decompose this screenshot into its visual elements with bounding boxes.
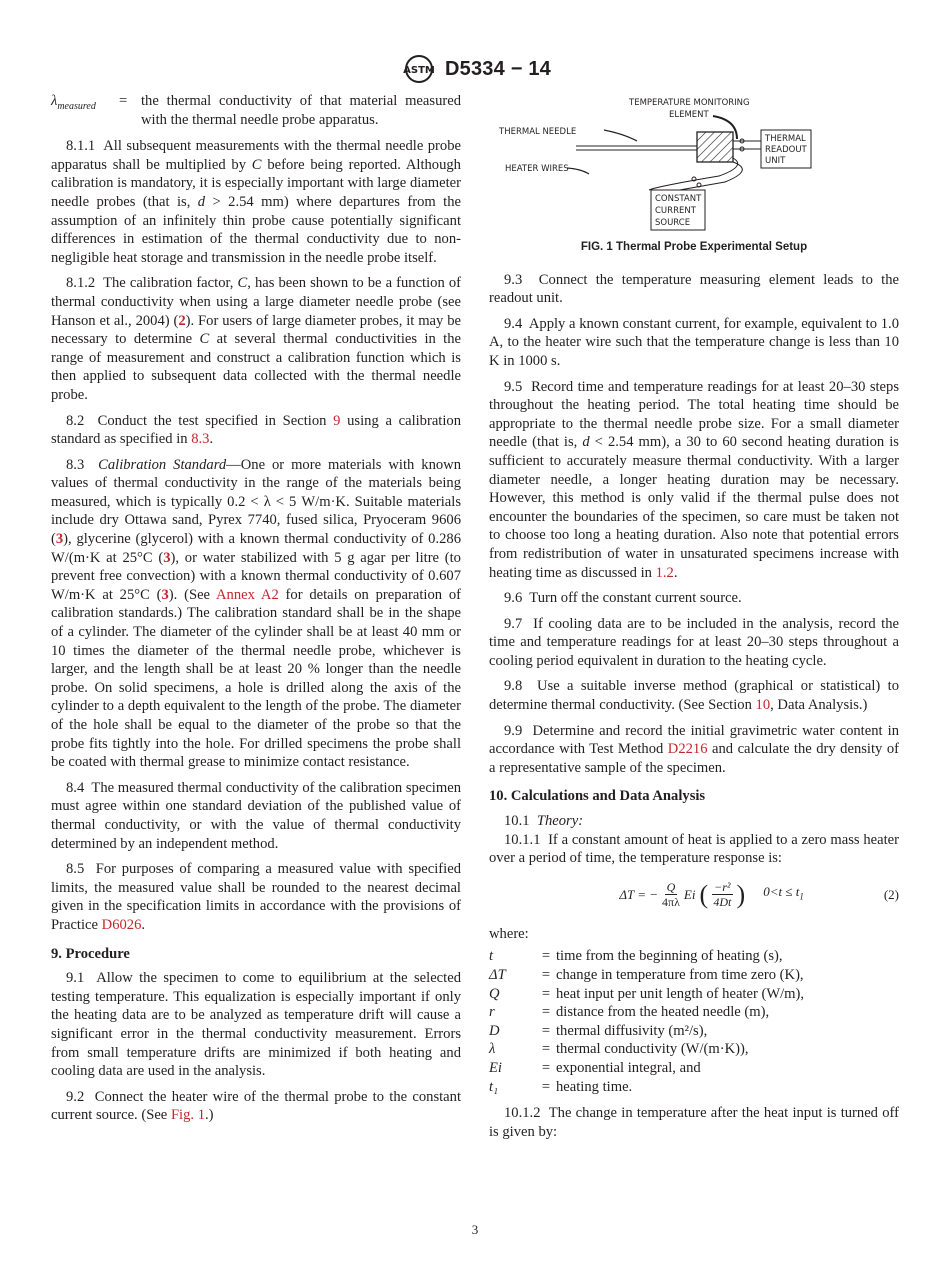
paragraph-9-4: 9.4 Apply a known constant current, for example, equivalent to 1.0 A, to the heater wire such that the temperature change is less than 10 K in 1000 s. [489, 315, 899, 369]
standard-designation: D5334 − 14 [445, 57, 551, 80]
reference-link[interactable]: 3 [161, 586, 169, 603]
paragraph-9-5: 9.5 Record time and temperature readings for at least 20–30 steps throughout the heating period. The total heating time should be appropriate to the thermal needle probe size. For a small diameter needle (that is, d < 2.54 mm), a 30 to 60 second heating duration is sufficient to accurately measure thermal conductivity. With a larger diameter needle, a longer heating duration may be necessary. However, this method is only valid if the thermal pulse does not encounter the boundaries of the specimen, so care must be taken not to choose too long a heating duration. Also note that potential errors from redistribution of water in unsaturated specimens increase with heating time as discussed in 1.2. [489, 378, 900, 581]
paragraph-9-7: 9.7 If cooling data are to be included in the analysis, record the time and temperature readings for at least 20–30 steps throughout a cooling period equivalent in duration to the heating cycle. [489, 615, 900, 669]
section-9-link[interactable]: 9 [333, 412, 341, 429]
definitions-list [489, 947, 899, 1096]
section-1-2-link[interactable]: 1.2 [655, 564, 674, 581]
paragraph-8-5: 8.5 For purposes of comparing a measured value with specified limits, the measured value shall be rounded to the nearest decimal given in the specification limits in accordance with the provisions of Practice D6026. [51, 861, 461, 933]
reference-link[interactable]: 3 [163, 549, 171, 566]
paragraph-9-8: 9.8 Use a suitable inverse method (graphical or statistical) to determine thermal conductivity. (See Section 10, Data Analysis.) [489, 678, 900, 714]
equation-body: ΔT = − $\frac{Q}{4\pi\lambda}$ Ei ( $\frac{\text{−r²}}{4Dt}$ ) $0<t \le t_1$ [619, 879, 804, 910]
paragraph-9-6: 9.6 Turn off the constant current source. [504, 590, 742, 607]
svg-text:HEATER WIRES: HEATER WIRES [505, 164, 569, 174]
definition-row: t₁ = heating time. [489, 1078, 633, 1095]
paragraph-9-3: 9.3 Connect the temperature measuring element leads to the readout unit. [489, 271, 899, 307]
section-heading-calculations: 10. Calculations and Data Analysis [489, 788, 706, 805]
paragraph-8-1-2: 8.1.2 The calibration factor, C, has been shown to be a function of thermal conductivity when using a large diameter needle probe (see Hanson et al., 2004) (2). For users of large diameter probes, it may be necessary to determine C at several thermal conductivities in the range of measurement and construct a calibration function which is then applied to subsequent data collected with the thermal needle probe. [51, 275, 461, 403]
figure-1-caption: FIG. 1 Thermal Probe Experimental Setup [580, 241, 808, 253]
section-8-3-link[interactable]: 8.3 [191, 431, 210, 448]
section-10-link[interactable]: 10 [755, 697, 771, 714]
paragraph-10-1-2: 10.1.2 The change in temperature after the heat input is turned off is given by: [489, 1105, 899, 1140]
paragraph-8-3: 8.3 Calibration Standard—One or more materials with known values of thermal conductivity in the range of the materials being measured, which is typically 0.2 < λ < 5 W/m·K. Suitable materials include dry Ottawa sand, Pyrex 7740, fused silica, Pryoceram 9606 (3), glycerine (glycerol) with a known thermal conductivity of 0.286 W/(m·K at 25°C (3), or water stabilized with 5 g agar per litre (to prevent free convection) with a known thermal conductivity of 0.607 W/m·K at 25°C (3). (See Annex A2 for details on preparation of calibration standards.) The calibration standard shall be in the shape of a cylinder. The diameter of the cylinder shall be at least 40 mm or 10 times the diameter of the thermal needle probe, whichever is larger, and the length shall be at least 20 % longer than the needle probe. On solid specimens, a hole is drilled along the axis of the cylinder to a depth equivalent to the length of the probe. The diameter of the hole shall be equal to the diameter of the probe so that the probe fits tightly into the hole. For drilled specimens the probe shall be coated with thermal grease to minimize contact resistance. [51, 456, 461, 771]
paragraph-8-4: 8.4 The measured thermal conductivity of the calibration specimen must agree within one standard deviation of the published value of thermal conductivity, or with the value of thermal conductivity determined by an independent method. [51, 779, 461, 852]
paragraph-8-2: 8.2 Conduct the test specified in Section 9 using a calibration standard as specified in 8.3. [51, 412, 462, 448]
page-header [0, 54, 950, 84]
annex-a2-link[interactable]: Annex A2 [216, 586, 279, 603]
d6026-link[interactable]: D6026 [101, 916, 142, 933]
definition-symbol: $\lambda_{measured}$ [51, 93, 96, 112]
svg-text:TEMPERATURE MONITORING: TEMPERATURE MONITORING [629, 98, 750, 108]
paragraph-9-1: 9.1 Allow the specimen to come to equilibrium at the selected testing temperature. This equalization is especially important if only the heating data are to be analyzed as temperature drift will cause a significant error in the thermal conductivity measurement. Errors from small temperature drifts are minimized if both heating and cooling data are used in the analysis. [51, 970, 461, 1080]
figure-1-diagram [489, 94, 899, 234]
reference-link[interactable]: 3 [55, 531, 64, 548]
section-heading-procedure: 9. Procedure [51, 945, 130, 962]
definition-row: ΔT = change in temperature from time zero (K), [489, 967, 804, 983]
left-column [51, 92, 461, 1132]
definition-row: Ei = exponential integral, and [489, 1059, 701, 1076]
definition-row: t = time from the beginning of heating (s), [489, 948, 783, 965]
page-number: 3 [471, 1222, 479, 1237]
definition-row: λ = thermal conductivity (W/(m·K)), [489, 1041, 749, 1058]
astm-logo-icon [399, 54, 439, 84]
paragraph-10-1-1: 10.1.1 If a constant amount of heat is applied to a zero mass heater over a period of time, the temperature response is: [489, 831, 900, 867]
definition-row: D = thermal diffusivity (m²/s), [489, 1022, 708, 1039]
svg-text:ASTM: ASTM [403, 65, 435, 76]
fig-1-link[interactable]: Fig. 1 [170, 1107, 205, 1124]
paragraph-8-1-1: 8.1.1 All subsequent measurements with the thermal needle probe apparatus shall be multiplied by C before being reported. Although calibration is mandatory, it is especially important with large diameter needle probes (that is, d > 2.54 mm) where departures from the assumption of an infinitely thin probe cause potentially significant differences in estimation of the thermal conductivity due to non-negligible heat storage and transmission in the needle probe itself. [51, 138, 461, 266]
reference-link[interactable]: 2 [178, 312, 186, 329]
svg-text:ELEMENT: ELEMENT [669, 110, 709, 120]
svg-text:THERMAL NEEDLE: THERMAL NEEDLE [499, 127, 577, 137]
d2216-link[interactable]: D2216 [667, 741, 708, 758]
paragraph-10-1: 10.1 Theory: [504, 813, 584, 830]
equation-number: (2) [883, 886, 899, 902]
definition-row: r = distance from the heated needle (m), [489, 1004, 770, 1021]
right-column [489, 94, 899, 1148]
svg-text:THERMAL: THERMAL [765, 134, 806, 144]
equation-2 [489, 875, 899, 915]
paragraph-9-2: 9.2 Connect the heater wire of the thermal probe to the constant current source. (See Fig. 1.) [51, 1088, 462, 1124]
svg-text:READOUT: READOUT [765, 145, 807, 155]
svg-text:CURRENT: CURRENT [655, 206, 696, 216]
thermal-probe-setup-diagram [489, 94, 899, 234]
paragraph-9-9: 9.9 Determine and record the initial gravimetric water content in accordance with Test Method D2216 and calculate the dry density of a representative sample of the specimen. [489, 722, 900, 776]
svg-text:UNIT: UNIT [765, 156, 786, 166]
svg-text:CONSTANT: CONSTANT [655, 194, 702, 204]
definition-row: Q = heat input per unit length of heater (W/m), [489, 985, 805, 1002]
lambda-measured-definition: $\lambda_{measured}$ = the thermal conductivity of that material measured with the thermal needle probe apparatus. [51, 93, 461, 128]
svg-text:SOURCE: SOURCE [655, 218, 691, 228]
where-label: where: [489, 925, 529, 942]
